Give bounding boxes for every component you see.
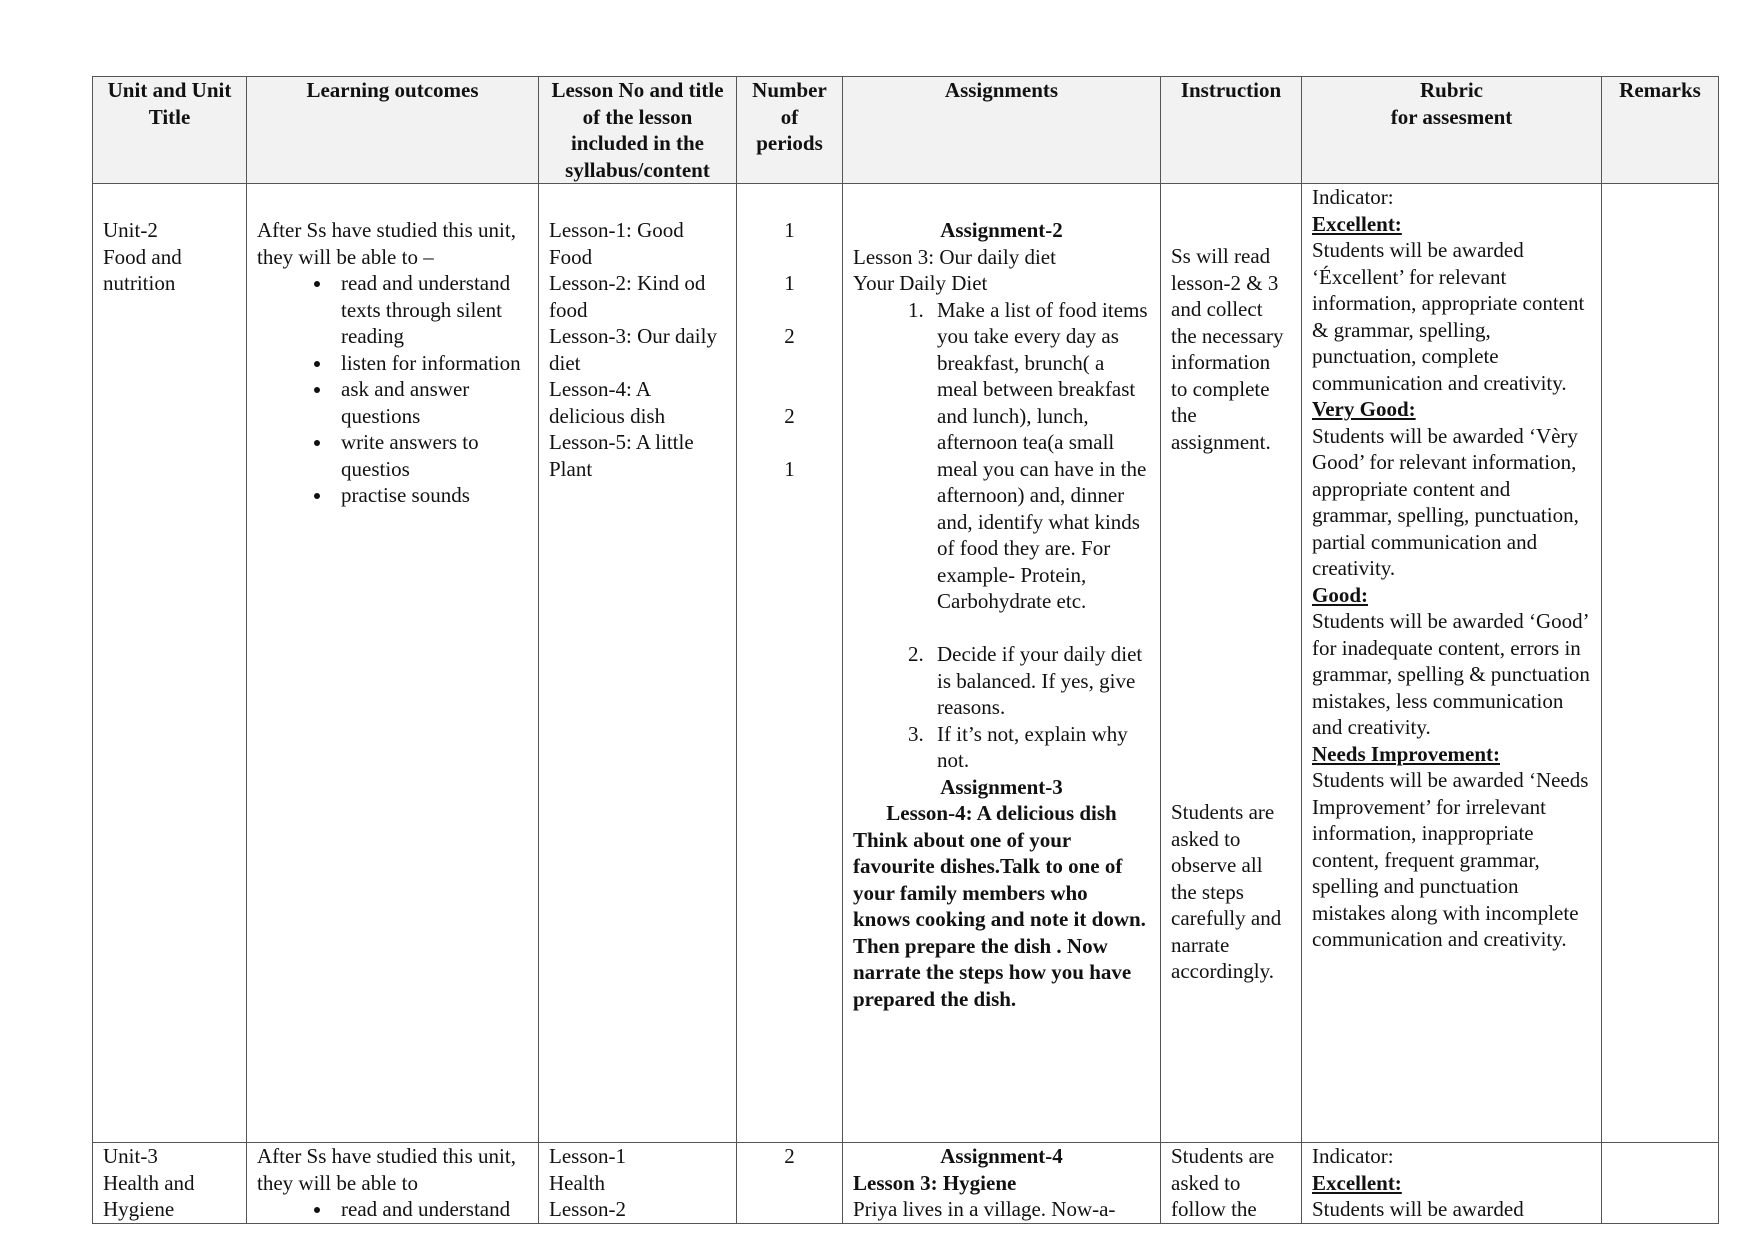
header-rubric-line2: for assesment <box>1390 104 1513 129</box>
cell-lessons <box>539 1143 737 1224</box>
list-item: • write answers to questios <box>333 429 528 482</box>
cell-instruction <box>1161 184 1302 1143</box>
period-value: 2 <box>784 403 795 428</box>
period-value: 2 <box>784 324 795 348</box>
cell-outcomes <box>247 184 539 1143</box>
assignment-2-subtitle: Your Daily Diet <box>853 271 988 295</box>
header-lesson: Lesson No and title of the lesson included in the syllabus/content <box>539 77 737 184</box>
lesson-item: Lesson-1: Good Food <box>549 218 684 269</box>
lesson-item: Health <box>549 1170 605 1195</box>
rubric-excellent-text: Students will be awarded <box>1312 1197 1524 1221</box>
list-item: • practise sounds <box>333 482 528 509</box>
period-value: 1 <box>784 218 795 242</box>
assignment-2-lesson: Lesson 3: Our daily diet <box>853 244 1056 269</box>
lesson-item: Lesson-5: A little Plant <box>549 430 694 481</box>
cell-unit <box>93 1143 247 1224</box>
unit-number: Unit-3 <box>103 1144 158 1168</box>
list-item: • ask and answer questions <box>333 376 528 429</box>
assignment-2-title: Assignment-2 <box>940 218 1063 242</box>
period-value: 2 <box>784 1144 795 1168</box>
list-item: • read and understand <box>333 1196 528 1223</box>
header-periods: Number of periods <box>737 77 843 184</box>
rubric-good-text: Students will be awarded ‘Good’ for inadequate content, errors in grammar, spelling & punctuation mistakes, less communication and creativity. <box>1312 609 1590 739</box>
list-item: • listen for information <box>333 350 528 377</box>
unit-title-line: Food and <box>103 244 182 269</box>
assignment-3-lesson: Lesson-4: A delicious dish <box>886 801 1117 825</box>
assignment-4-lesson: Lesson 3: Hygiene <box>853 1170 1017 1195</box>
instruction-text: Students are asked to follow the <box>1171 1144 1275 1221</box>
rubric-needs-text: Students will be awarded ‘Needs Improvement’ for irrelevant information, inappropriate content, frequent grammar, spelling and punctuation mistakes along with incomplete communication and creativity. <box>1312 768 1589 951</box>
header-assignments: Assignments <box>843 77 1161 184</box>
lesson-item: Lesson-3: Our daily diet <box>549 324 717 375</box>
assignment-3-text: Think about one of your favourite dishes.Talk to one of your family members who knows cooking and note it down. Then prepare the dish . Now narrate the steps how you have prepared the dish. <box>853 827 1146 1011</box>
table-row <box>93 184 1719 1143</box>
rubric-needs-label: Needs Improvement: <box>1312 741 1500 766</box>
outcomes-list <box>257 270 528 509</box>
cell-outcomes <box>247 1143 539 1224</box>
table-row <box>93 1143 1719 1224</box>
rubric-verygood-label: Very Good: <box>1312 397 1416 421</box>
assignment-3-title: Assignment-3 <box>940 774 1063 799</box>
cell-unit <box>93 184 247 1143</box>
header-rubric-line1: Rubric <box>1420 78 1483 102</box>
rubric-excellent-label: Excellent: <box>1312 211 1402 236</box>
rubric-indicator: Indicator: <box>1312 1144 1394 1168</box>
cell-assignments <box>843 184 1161 1143</box>
rubric-excellent-label: Excellent: <box>1312 1170 1402 1195</box>
list-item: 2. Decide if your daily diet is balanced. If yes, give reasons. <box>929 641 1150 721</box>
list-item: 3. If it’s not, explain why not. <box>929 721 1150 774</box>
period-value: 1 <box>784 271 795 295</box>
outcomes-list <box>257 1196 528 1223</box>
cell-lessons <box>539 184 737 1143</box>
unit-title-line: nutrition <box>103 271 176 295</box>
cell-periods <box>737 184 843 1143</box>
cell-periods <box>737 1143 843 1224</box>
cell-assignments <box>843 1143 1161 1224</box>
lesson-plan-document <box>92 76 1718 1221</box>
lesson-item: Lesson-2: Kind od food <box>549 271 706 322</box>
rubric-excellent-text: Students will be awarded ‘Éxcellent’ for relevant information, appropriate content & grammar, spelling, punctuation, complete communication and creativity. <box>1312 238 1585 395</box>
outcomes-intro: After Ss have studied this unit, they will be able to – <box>257 218 516 269</box>
rubric-indicator: Indicator: <box>1312 185 1394 209</box>
header-rubric <box>1302 77 1602 184</box>
header-row <box>93 77 1719 184</box>
lesson-item: Lesson-4: A delicious dish <box>549 377 666 428</box>
unit-number: Unit-2 <box>103 218 158 242</box>
lesson-plan-table <box>92 76 1719 1224</box>
instruction-text: Students are asked to observe all the steps carefully and narrate accordingly. <box>1171 800 1282 983</box>
cell-remarks <box>1602 1143 1719 1224</box>
lesson-item: Lesson-1 <box>549 1144 626 1168</box>
outcomes-intro: After Ss have studied this unit, they will be able to <box>257 1144 516 1195</box>
period-value: 1 <box>784 456 795 481</box>
lesson-item: Lesson-2 <box>549 1197 626 1221</box>
instruction-text: Ss will read lesson-2 & 3 and collect the necessary information to complete the assignment. <box>1171 244 1284 454</box>
cell-remarks <box>1602 184 1719 1143</box>
header-remarks: Remarks <box>1602 77 1719 184</box>
assignment-4-text: Priya lives in a village. Now-a- <box>853 1197 1116 1221</box>
unit-title-line: Hygiene <box>103 1197 175 1221</box>
assignment-2-tasks <box>853 297 1150 774</box>
unit-title-line: Health and <box>103 1170 195 1195</box>
header-outcomes: Learning outcomes <box>247 77 539 184</box>
header-instruction: Instruction <box>1161 77 1302 184</box>
cell-rubric <box>1302 184 1602 1143</box>
cell-instruction <box>1161 1143 1302 1224</box>
list-item: 1. Make a list of food items you take every day as breakfast, brunch( a meal between breakfast and lunch), lunch, afternoon tea(a small meal you can have in the afternoon) and, dinner and, identify what kinds of food they are. For example- Protein, Carbohydrate etc. <box>929 297 1150 615</box>
rubric-good-label: Good: <box>1312 582 1369 607</box>
header-unit: Unit and Unit Title <box>93 77 247 184</box>
cell-rubric <box>1302 1143 1602 1224</box>
rubric-verygood-text: Students will be awarded ‘Vèry Good’ for relevant information, appropriate content and grammar, spelling, punctuation, partial communication and creativity. <box>1312 423 1579 580</box>
assignment-4-title: Assignment-4 <box>940 1144 1063 1168</box>
list-item: • read and understand texts through silent reading <box>333 270 528 350</box>
